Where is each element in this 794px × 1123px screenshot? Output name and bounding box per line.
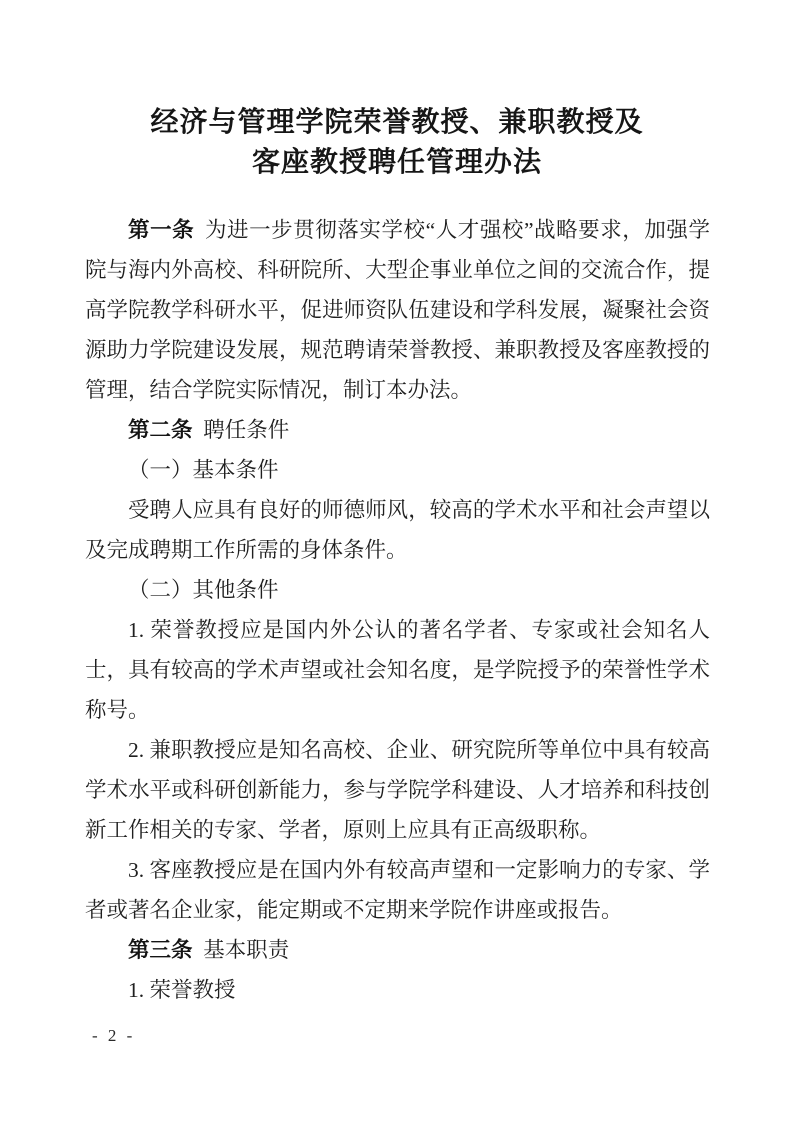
- paragraph-article-2: [85, 410, 710, 450]
- document-title: [0, 0, 794, 183]
- paragraph-adjunct-professor-condition: [85, 730, 710, 850]
- page-number: - 2 -: [92, 1026, 136, 1045]
- basic-conditions-heading-text: （一）基本条件: [128, 458, 279, 482]
- article-2-text: 聘任条件: [203, 418, 290, 442]
- paragraph-visiting-professor-condition: [85, 850, 710, 930]
- honorary-professor-duties-text: 1. 荣誉教授: [128, 978, 236, 1002]
- basic-conditions-body-text: 受聘人应具有良好的师德师风，较高的学术水平和社会声望以及完成聘期工作所需的身体条件。: [85, 498, 710, 562]
- article-2-label: 第二条: [128, 418, 193, 442]
- article-1-text: 为进一步贯彻落实学校“人才强校”战略要求，加强学院与海内外高校、科研院所、大型企事业单位之间的交流合作，提高学院教学科研水平，促进师资队伍建设和学科发展，凝聚社会资源助力学院建设发展，规范聘请荣誉教授、兼职教授及客座教授的管理，结合学院实际情况，制订本办法。: [85, 218, 710, 402]
- paragraph-basic-conditions-heading: [85, 450, 710, 490]
- article-3-label: 第三条: [128, 938, 193, 962]
- paragraph-honorary-professor-duties: [85, 970, 710, 1010]
- paragraph-article-3: [85, 930, 710, 970]
- visiting-professor-condition-text: 3. 客座教授应是在国内外有较高声望和一定影响力的专家、学者或著名企业家，能定期或不定期来学院作讲座或报告。: [85, 858, 710, 922]
- paragraph-other-conditions-heading: [85, 570, 710, 610]
- paragraph-honorary-professor-condition: [85, 610, 710, 730]
- paragraph-basic-conditions-body: [85, 490, 710, 570]
- honorary-professor-condition-text: 1. 荣誉教授应是国内外公认的著名学者、专家或社会知名人士，具有较高的学术声望或社会知名度，是学院授予的荣誉性学术称号。: [85, 618, 710, 722]
- article-1-label: 第一条: [128, 218, 195, 242]
- document-body: [85, 210, 710, 1010]
- other-conditions-heading-text: （二）其他条件: [128, 578, 279, 602]
- title-line-1: 经济与管理学院荣誉教授、兼职教授及: [150, 107, 644, 138]
- article-3-text: 基本职责: [203, 938, 290, 962]
- paragraph-article-1: [85, 210, 710, 410]
- title-line-2: 客座教授聘任管理办法: [251, 147, 542, 178]
- adjunct-professor-condition-text: 2. 兼职教授应是知名高校、企业、研究院所等单位中具有较高学术水平或科研创新能力，参与学院学科建设、人才培养和科技创新工作相关的专家、学者，原则上应具有正高级职称。: [85, 738, 710, 842]
